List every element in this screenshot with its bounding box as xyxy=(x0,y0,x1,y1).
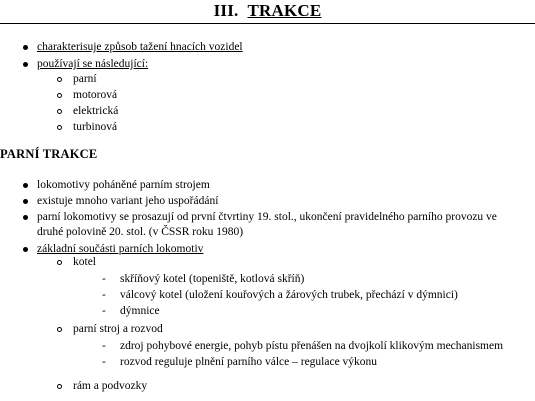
bullet-icon xyxy=(23,183,28,188)
dash-icon: - xyxy=(102,340,106,352)
traction-type: parní xyxy=(73,73,97,85)
component-detail: válcový kotel (uložení kouřových a žárových trubek, přechází v dýmnici) xyxy=(120,289,458,301)
dash-icon: - xyxy=(102,289,106,301)
circle-bullet-icon xyxy=(57,93,62,98)
chapter-number: III. xyxy=(213,1,239,20)
section-item: lokomotivy poháněné parním strojem xyxy=(37,179,210,191)
intro-item: charakterisuje způsob tažení hnacích vozidel xyxy=(37,41,243,53)
section-heading: PARNÍ TRAKCE xyxy=(0,147,98,161)
section-item: základní součásti parních lokomotiv xyxy=(37,243,204,255)
component-label: parní stroj a rozvod xyxy=(73,323,163,335)
traction-type: turbinová xyxy=(73,121,118,133)
circle-bullet-icon xyxy=(57,327,62,332)
section-item: parní lokomotivy se prosazují od první čtvrtiny 19. stol., ukončení pravidelného parního provozu ve xyxy=(37,211,497,223)
circle-bullet-icon xyxy=(57,125,62,130)
chapter-title xyxy=(0,1,535,21)
bullet-icon xyxy=(23,215,28,220)
traction-type: motorová xyxy=(73,89,118,101)
dash-icon: - xyxy=(102,305,106,317)
title-divider xyxy=(0,23,535,24)
component-detail: zdroj pohybové energie, pohyb pístu přenášen na dvojkolí klikovým mechanismem xyxy=(120,340,504,352)
circle-bullet-icon xyxy=(57,384,62,389)
circle-bullet-icon xyxy=(57,77,62,82)
intro-item: používají se následující: xyxy=(37,58,149,70)
chapter-name: TRAKCE xyxy=(247,1,322,20)
section-item: existuje mnoho variant jeho uspořádání xyxy=(37,195,219,207)
circle-bullet-icon xyxy=(57,260,62,265)
component-detail: dýmnice xyxy=(120,305,160,317)
dash-icon: - xyxy=(102,273,106,285)
component-label: rám a podvozky xyxy=(73,380,148,392)
dash-icon: - xyxy=(102,356,106,368)
circle-bullet-icon xyxy=(57,109,62,114)
bullet-icon xyxy=(23,62,28,67)
section-item-continuation: druhé polovině 20. stol. (v ČSSR roku 1980) xyxy=(37,226,244,238)
component-detail: rozvod reguluje plnění parního válce – regulace výkonu xyxy=(120,356,378,368)
bullet-icon xyxy=(23,247,28,252)
bullet-icon xyxy=(23,199,28,204)
traction-type: elektrická xyxy=(73,105,119,117)
bullet-icon xyxy=(23,45,28,50)
component-label: kotel xyxy=(73,256,96,268)
component-detail: skříňový kotel (topeniště, kotlová skříň) xyxy=(120,273,305,285)
